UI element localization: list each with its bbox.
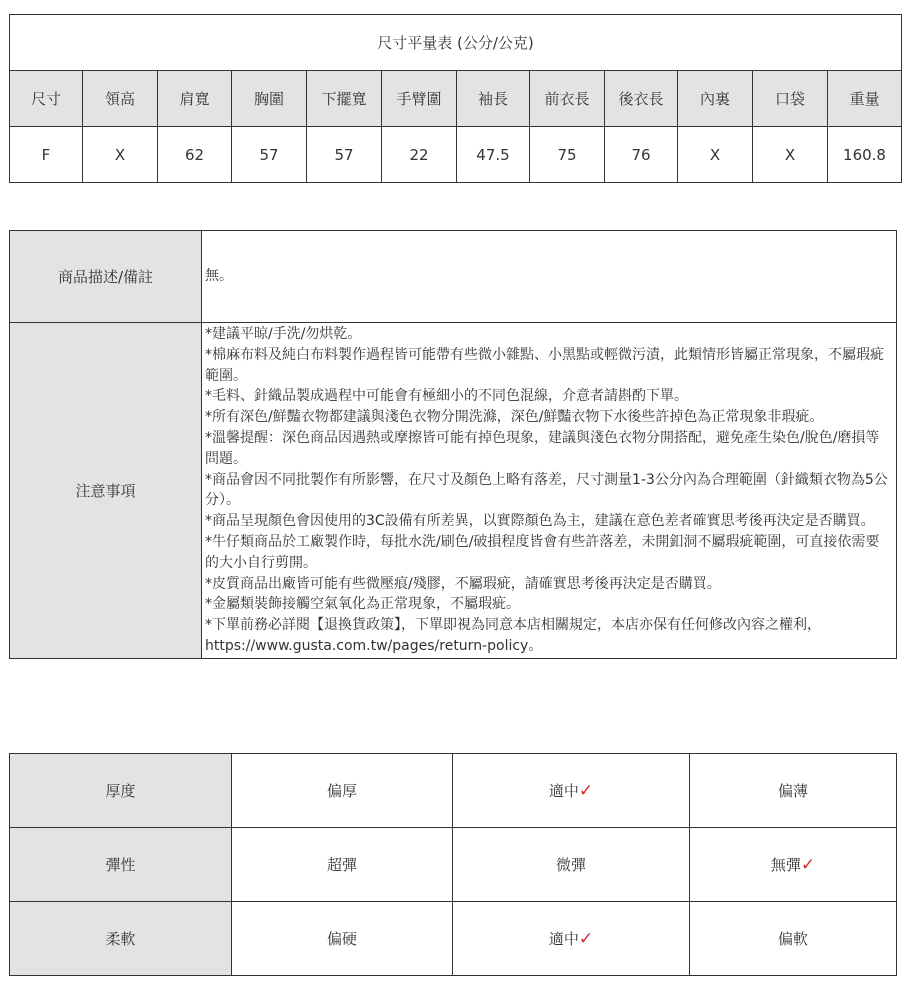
size-header-cell: 下擺寬	[307, 71, 382, 127]
fabric-option	[232, 754, 453, 828]
size-value-cell: X	[753, 127, 828, 183]
note-item: *建議平晾/手洗/勿烘乾。	[205, 326, 362, 342]
size-value-cell: 22	[382, 127, 457, 183]
fabric-option-label: 偏薄	[777, 782, 808, 800]
size-table	[9, 14, 902, 183]
fabric-row	[10, 754, 897, 828]
fabric-option-label: 偏厚	[326, 782, 357, 800]
note-item: *商品呈現顏色會因使用的3C設備有所差異，以實際顏色為主，建議在意色差者確實思考後再決定是否購買。	[205, 513, 875, 530]
size-header-cell: 後衣長	[605, 71, 678, 127]
fabric-option-label: 適中	[548, 782, 579, 800]
fabric-option	[232, 902, 453, 976]
notes-label: 注意事項	[10, 323, 202, 659]
fabric-row	[10, 902, 897, 976]
note-item: *下單前務必詳閱【退換貨政策】，下單即視為同意本店相關規定，本店亦保有任何修改內容之權利，https://www.gusta.com.tw/pages/return-policy。	[205, 617, 821, 654]
note-item: *棉麻布料及純白布料製作過程皆可能帶有些微小雜點、小黑點或輕微污漬，此類情形皆屬正常現象，不屬瑕疵範圍。	[205, 346, 884, 384]
note-item: *皮質商品出廠皆可能有些微壓痕/殘膠，不屬瑕疵，請確實思考後再決定是否購買。	[205, 575, 721, 592]
size-table-title: 尺寸平量表 (公分/公克)	[10, 15, 902, 71]
fabric-option	[690, 754, 897, 828]
fabric-option	[453, 754, 690, 828]
fabric-row	[10, 828, 897, 902]
size-value-cell: F	[10, 127, 83, 183]
note-item: *商品會因不同批製作有所影響，在尺寸及顏色上略有落差，尺寸測量1-3公分內為合理範圍（針織類衣物為5公分）。	[205, 471, 888, 509]
notes-content	[202, 323, 897, 659]
size-value-cell: 47.5	[457, 127, 530, 183]
note-item: *金屬類裝飾接觸空氣氧化為正常現象，不屬瑕疵。	[205, 596, 520, 613]
fabric-option	[232, 828, 453, 902]
size-header-cell: 手臂圍	[382, 71, 457, 127]
fabric-option-label: 無彈	[770, 856, 801, 874]
size-value-cell: 76	[605, 127, 678, 183]
size-header-cell: 尺寸	[10, 71, 83, 127]
fabric-option	[690, 902, 897, 976]
size-header-cell: 口袋	[753, 71, 828, 127]
description-table	[9, 230, 897, 659]
description-text: 無。	[202, 231, 897, 323]
fabric-row-label: 厚度	[10, 754, 232, 828]
note-item: *所有深色/鮮豔衣物都建議與淺色衣物分開洗滌，深色/鮮豔衣物下水後些許掉色為正常現象非瑕疵。	[205, 409, 824, 426]
size-value-cell: 75	[530, 127, 605, 183]
size-header-cell: 肩寬	[158, 71, 232, 127]
size-header-cell: 內裏	[678, 71, 753, 127]
size-header-cell: 袖長	[457, 71, 530, 127]
checkmark-icon: ✓	[578, 781, 594, 801]
size-header-cell: 前衣長	[530, 71, 605, 127]
note-item: *毛料、針織品製成過程中可能會有極細小的不同色混線，介意者請斟酌下單。	[205, 388, 688, 405]
fabric-option-label: 微彈	[555, 856, 586, 874]
fabric-option	[453, 828, 690, 902]
size-value-cell: 57	[232, 127, 307, 183]
size-value-cell: 160.8	[828, 127, 902, 183]
checkmark-icon: ✓	[800, 855, 816, 875]
checkmark-icon: ✓	[578, 929, 594, 949]
description-label: 商品描述/備註	[10, 231, 202, 323]
size-value-cell: X	[678, 127, 753, 183]
fabric-option-label: 適中	[548, 930, 579, 948]
size-value-cell: X	[83, 127, 158, 183]
size-header-cell: 胸圍	[232, 71, 307, 127]
fabric-option-label: 偏軟	[777, 930, 808, 948]
size-value-cell: 62	[158, 127, 232, 183]
fabric-table	[9, 753, 897, 976]
fabric-option	[453, 902, 690, 976]
fabric-option-label: 超彈	[326, 856, 357, 874]
size-header-cell: 重量	[828, 71, 902, 127]
fabric-option	[690, 828, 897, 902]
size-header-cell: 領高	[83, 71, 158, 127]
fabric-row-label: 彈性	[10, 828, 232, 902]
size-value-cell: 57	[307, 127, 382, 183]
fabric-option-label: 偏硬	[326, 930, 357, 948]
note-item: *牛仔類商品於工廠製作時，每批水洗/刷色/破損程度皆會有些許落差，未開釦洞不屬瑕疵範圍，可直接依需要的大小自行剪開。	[205, 533, 880, 571]
note-item: *溫馨提醒：深色商品因遇熱或摩擦皆可能有掉色現象，建議與淺色衣物分開搭配，避免產生染色/脫色/磨損等問題。	[205, 429, 880, 467]
fabric-row-label: 柔軟	[10, 902, 232, 976]
